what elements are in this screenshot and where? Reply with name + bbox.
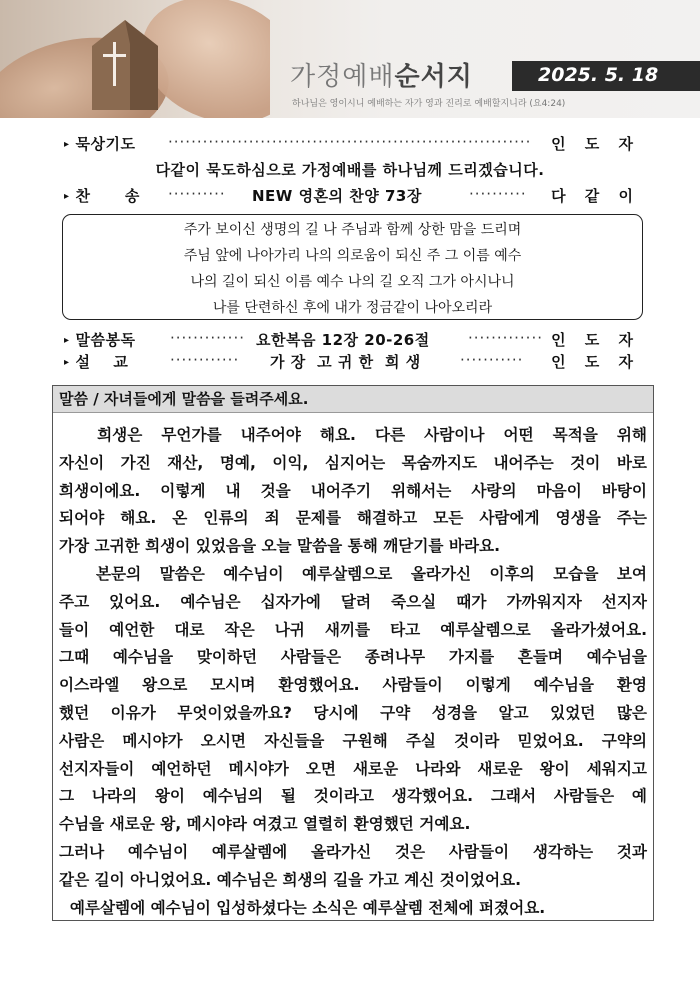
sermon-leader: 인 도 자 — [551, 353, 640, 371]
order-row-hymn: ▸ 찬 송 ·········· NEW 영혼의 찬양 73장 ·········· 다 같 이 — [64, 185, 640, 205]
sermon-line: 수님을 새로운 왕, 메시야라 여겼고 열렬히 환영했던 거예요. — [59, 815, 471, 834]
triangle-bullet-icon: ▸ — [64, 357, 70, 368]
prayer-leader: 인 도 자 — [551, 135, 640, 153]
sermon-section — [52, 385, 654, 921]
sermon-line: 희생이에요. 이렇게 내 것을 내어주기 위해서는 사랑의 마음이 바탕이 — [59, 481, 647, 500]
wooden-house-cross-icon — [90, 18, 160, 110]
leader-dots: ·········· — [469, 185, 527, 203]
leader-dots: ·········· — [168, 185, 226, 203]
hymn-title: NEW 영혼의 찬양 73장 — [252, 187, 422, 205]
lyric-line: 나를 단련하신 후에 내가 정금같이 나아오리라 — [212, 300, 493, 316]
sermon-heading: 말씀 / 자녀들에게 말씀을 들려주세요. — [53, 386, 653, 413]
lyric-line: 주가 보이신 생명의 길 나 주님과 함께 상한 맘을 드리며 — [183, 222, 522, 238]
lyric-line: 주님 앞에 나아가리 나의 의로움이 되신 주 그 이름 예수 — [183, 248, 522, 264]
order-row-sermon: ▸ 설 교 ············ 가 장 고 귀 한 희 생 ··········· 인 도 자 — [64, 351, 640, 371]
sermon-line: 그 나라의 왕이 예수님의 될 것이라고 생각했어요. 그래서 사람들은 예 — [59, 787, 647, 806]
sermon-line: 예루살렘에 예수님이 입성하셨다는 소식은 예루살렘 전체에 퍼졌어요. — [59, 898, 546, 917]
triangle-bullet-icon: ▸ — [64, 335, 70, 346]
leader-dots: ············· — [468, 329, 543, 347]
sermon-line: 했던 이유가 무엇이었을까요? 당시에 구약 성경을 알고 있었던 많은 — [59, 703, 647, 722]
sermon-line: 사람은 메시야가 오시면 자신들을 구원해 주실 것이라 믿었어요. 구약의 — [59, 731, 647, 750]
sermon-line: 희생은 무언가를 내주어야 해요. 다른 사람이나 어떤 목적을 위해 — [59, 426, 647, 444]
triangle-bullet-icon: ▸ — [64, 191, 70, 202]
sermon-line: 되어야 해요. 온 인류의 죄 문제를 해결하고 모든 사람에게 영생을 주는 — [59, 509, 647, 528]
sermon-line: 가장 고귀한 희생이 있었음을 오늘 말씀을 통해 깨닫기를 바라요. — [59, 537, 501, 556]
hands-holding-house-photo — [0, 0, 270, 118]
sermon-title: 가 장 고 귀 한 희 생 — [270, 353, 421, 371]
date-text: 2025. 5. 18 — [538, 64, 659, 86]
triangle-bullet-icon: ▸ — [64, 139, 70, 150]
hymn-leader: 다 같 이 — [551, 187, 640, 205]
reading-leader: 인 도 자 — [551, 331, 640, 349]
sermon-line: 그때 예수님을 맞이하던 사람들은 종려나무 가지를 흔들며 예수님을 — [59, 648, 647, 667]
order-row-prayer: ▸ 묵상기도 ······························································· 인 도 자 — [64, 133, 640, 153]
sermon-line: 들이 예언한 대로 작은 나귀 새끼를 타고 예루살렘으로 올라가셨어요. — [59, 620, 647, 639]
sermon-line: 본문의 말씀은 예수님이 예루살렘으로 올라가신 이후의 모습을 보여 — [59, 564, 647, 583]
leader-dots: ············· — [170, 329, 245, 347]
sermon-line: 자신이 가진 재산, 명예, 이익, 심지어는 목숨까지도 내어주는 것이 바로 — [59, 453, 647, 472]
reading-passage: 요한복음 12장 20-26절 — [256, 331, 430, 349]
header-subtitle: 하나님은 영이시니 예배하는 자가 영과 진리로 예배할지니라 (요4:24) — [292, 99, 566, 109]
leader-dots: ······························································· — [168, 133, 532, 151]
date-badge — [512, 61, 700, 91]
page-title: 가정예배순서지 — [290, 62, 473, 92]
sermon-line: 주고 있어요. 예수님은 십자가에 달려 죽으실 때가 가까워지자 선지자 — [59, 592, 647, 611]
lyric-line: 나의 길이 되신 이름 예수 나의 길 오직 그가 아시나니 — [190, 274, 515, 290]
order-row-reading: ▸ 말씀봉독 ············· 요한복음 12장 20-26절 ············· 인 도 자 — [64, 329, 640, 349]
prayer-text: 다같이 묵도하심으로 가정예배를 하나님께 드리겠습니다. — [155, 161, 545, 179]
sermon-line: 이스라엘 왕으로 모시며 환영했어요. 사람들이 이렇게 예수님을 환영 — [59, 676, 647, 695]
hymn-lyrics-box — [62, 214, 643, 320]
sermon-line: 선지자들이 예언하던 메시야가 오면 새로운 나라와 새로운 왕이 세워지고 — [59, 759, 647, 778]
header-banner — [0, 0, 700, 118]
sermon-line: 그러나 예수님이 예루살렘에 올라가신 것은 사람들이 생각하는 것과 — [59, 842, 647, 861]
leader-dots: ············ — [170, 351, 240, 369]
leader-dots: ··········· — [460, 351, 524, 369]
sermon-line: 같은 길이 아니었어요. 예수님은 희생의 길을 가고 계신 것이었어요. — [59, 870, 521, 889]
sermon-body — [59, 422, 647, 922]
